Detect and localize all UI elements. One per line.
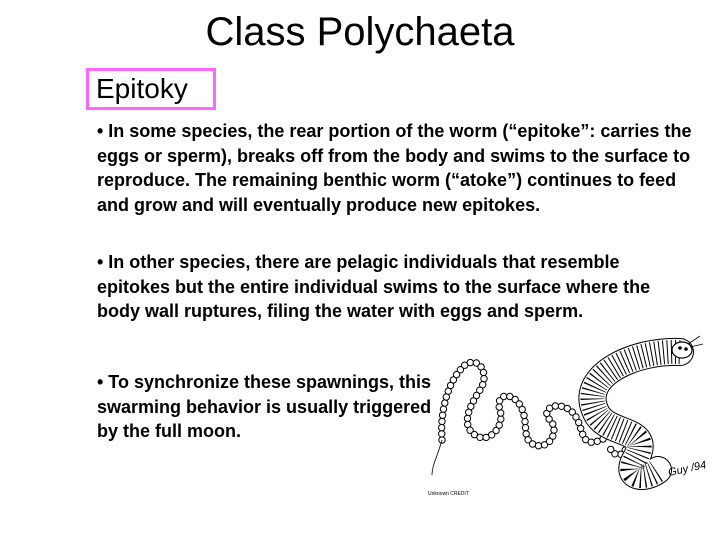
bead bbox=[439, 418, 445, 424]
bead bbox=[439, 424, 445, 430]
bead bbox=[440, 406, 446, 412]
bead bbox=[608, 446, 614, 452]
bead bbox=[439, 412, 445, 418]
bead bbox=[550, 433, 556, 439]
slide-title: Class Polychaeta bbox=[205, 10, 515, 54]
bead bbox=[498, 410, 504, 416]
bead bbox=[467, 359, 473, 365]
bead bbox=[481, 376, 487, 382]
bead bbox=[496, 422, 502, 428]
slide-subtitle: Epitoky bbox=[96, 73, 188, 104]
bead bbox=[501, 393, 507, 399]
bead bbox=[480, 369, 486, 375]
bullet-epitoke: • In some species, the rear portion of the worm (“epitoke”: carries the eggs or sperm), breaks off from the body and swims to the surface to reproduce. The remaining benthic worm (“atoke”) continues to feed and grow and will eventually produce new epitokes. bbox=[97, 121, 692, 215]
bead bbox=[522, 425, 528, 431]
polychaete-worm-illustration bbox=[420, 330, 710, 500]
bullet-pelagic: • In other species, there are pelagic individuals that resemble epitokes but the entire individual swims to the surface where the body wall ruptures, filing the water with eggs and sperm. bbox=[97, 252, 651, 321]
bead bbox=[535, 443, 541, 449]
bead bbox=[552, 403, 558, 409]
bead bbox=[477, 434, 483, 440]
bead bbox=[439, 431, 445, 437]
bead bbox=[522, 418, 528, 424]
bead bbox=[551, 427, 557, 433]
bead bbox=[498, 416, 504, 422]
bead bbox=[442, 400, 448, 406]
bead bbox=[521, 412, 527, 418]
bead bbox=[588, 439, 594, 445]
bead bbox=[466, 409, 472, 415]
bead bbox=[464, 415, 470, 421]
illustrator-signature: Guy /94 bbox=[667, 459, 708, 479]
atoke-worm-body bbox=[592, 336, 703, 476]
image-credit: Unknown CREDIT bbox=[428, 491, 469, 497]
bead bbox=[496, 404, 502, 410]
bullet-full-moon: • To synchronize these spawnings, this swarming behavior is usually triggered by the full moon. bbox=[97, 372, 432, 441]
